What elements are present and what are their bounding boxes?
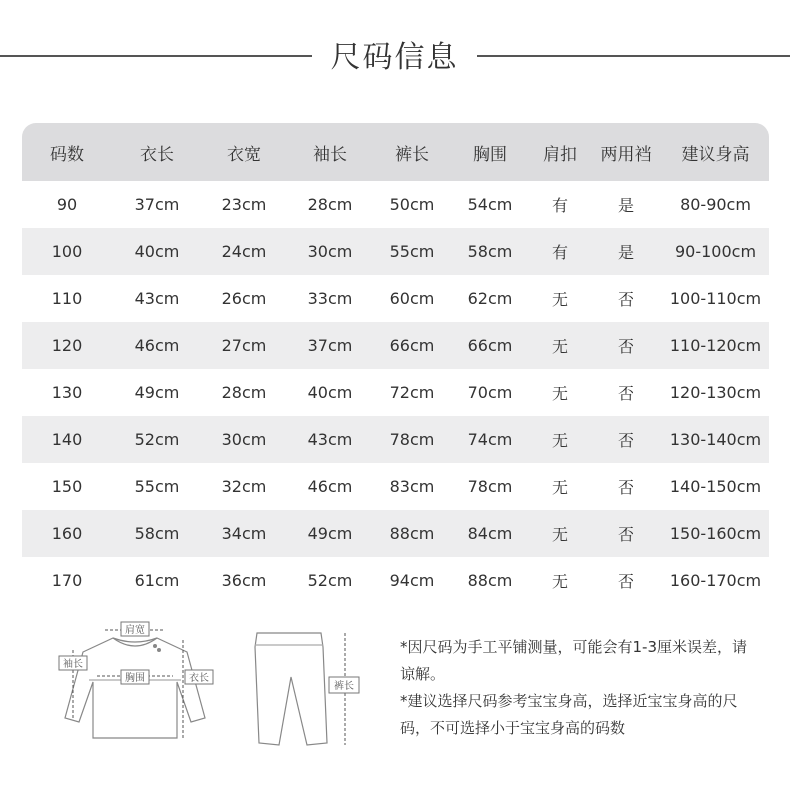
cell-chest: 66cm [467,336,513,355]
cell-width: 24cm [221,242,267,261]
cell-height: 160-170cm [669,571,762,590]
cell-chest: 62cm [467,289,513,308]
header-height: 建议身高 [681,144,750,165]
table-row [22,416,769,463]
cell-size: 120 [51,336,83,355]
cell-width: 32cm [221,477,267,496]
cell-height: 130-140cm [669,430,762,449]
cell-pants-length: 66cm [389,336,435,355]
cell-shoulder-button: 无 [551,384,568,403]
shoulder-label: 肩宽 [125,625,145,636]
cell-length: 49cm [134,383,180,402]
table-row [22,510,769,557]
cell-length: 55cm [134,477,180,496]
cell-height: 110-120cm [669,336,762,355]
shirt-diagram [55,620,215,750]
shirt-outline [65,638,205,738]
chest-label: 胸围 [125,673,145,684]
cell-length: 37cm [134,195,180,214]
cell-pants-length: 78cm [389,430,435,449]
cell-sleeve: 30cm [307,242,353,261]
cell-sleeve: 46cm [307,477,353,496]
cell-height: 120-130cm [669,383,762,402]
cell-length: 43cm [134,289,180,308]
cell-shoulder-button: 无 [551,431,568,450]
table-row [22,463,769,510]
cell-pants-length: 94cm [389,571,435,590]
cell-height: 150-160cm [669,524,762,543]
cell-size: 110 [51,289,83,308]
header-chest: 胸围 [473,144,507,165]
cell-size: 90 [56,195,78,214]
cell-width: 34cm [221,524,267,543]
header-sleeve: 袖长 [313,144,347,165]
cell-dual-crotch: 是 [617,243,634,262]
cell-pants-length: 88cm [389,524,435,543]
cell-pants-length: 60cm [389,289,435,308]
cell-width: 36cm [221,571,267,590]
length-label: 衣长 [189,673,209,684]
cell-dual-crotch: 否 [617,431,634,450]
cell-shoulder-button: 无 [551,525,568,544]
cell-shoulder-button: 有 [551,243,568,262]
header-length: 衣长 [140,144,174,165]
table-row [22,275,769,322]
cell-dual-crotch: 否 [617,572,634,591]
note-measurement: *因尺码为手工平铺测量，可能会有1-3厘米误差，请谅解。 [400,638,748,683]
cell-length: 61cm [134,571,180,590]
cell-shoulder-button: 无 [551,290,568,309]
sleeve-label: 袖长 [63,659,83,670]
header-size: 码数 [50,144,84,165]
cell-pants-length: 55cm [389,242,435,261]
cell-chest: 78cm [467,477,513,496]
cell-length: 40cm [134,242,180,261]
title-divider-right [477,55,790,57]
cell-chest: 74cm [467,430,513,449]
cell-length: 46cm [134,336,180,355]
title-divider-left [0,55,312,57]
table-header [22,123,769,181]
cell-height: 90-100cm [674,242,757,261]
cell-width: 27cm [221,336,267,355]
size-table [22,123,769,604]
cell-size: 100 [51,242,83,261]
cell-length: 52cm [134,430,180,449]
cell-pants-length: 50cm [389,195,435,214]
cell-width: 23cm [221,195,267,214]
cell-shoulder-button: 有 [551,196,568,215]
cell-size: 140 [51,430,83,449]
pants-length-label: 裤长 [334,681,354,692]
page-title: 尺码信息 [330,40,459,75]
cell-height: 140-150cm [669,477,762,496]
cell-size: 130 [51,383,83,402]
header-dual-crotch: 两用裆 [600,144,652,165]
cell-height: 80-90cm [680,195,751,214]
cell-pants-length: 83cm [389,477,435,496]
cell-sleeve: 37cm [307,336,353,355]
cell-dual-crotch: 否 [617,290,634,309]
header-pants-length: 裤长 [395,144,429,165]
cell-chest: 88cm [467,571,513,590]
table-row [22,322,769,369]
table-row [22,228,769,275]
cell-sleeve: 49cm [307,524,353,543]
table-row [22,369,769,416]
cell-chest: 84cm [467,524,513,543]
title-row [0,30,790,80]
pants-outline [255,633,327,745]
cell-dual-crotch: 否 [617,478,634,497]
cell-sleeve: 52cm [307,571,353,590]
cell-height: 100-110cm [669,289,762,308]
cell-length: 58cm [134,524,180,543]
cell-width: 30cm [221,430,267,449]
cell-dual-crotch: 否 [617,384,634,403]
cell-chest: 58cm [467,242,513,261]
cell-size: 170 [51,571,83,590]
cell-chest: 70cm [467,383,513,402]
cell-sleeve: 28cm [307,195,353,214]
cell-width: 28cm [221,383,267,402]
pants-diagram [245,625,365,750]
cell-sleeve: 40cm [307,383,353,402]
cell-sleeve: 33cm [307,289,353,308]
cell-shoulder-button: 无 [551,572,568,591]
size-notes [400,634,750,742]
cell-sleeve: 43cm [307,430,353,449]
cell-chest: 54cm [467,195,513,214]
cell-pants-length: 72cm [389,383,435,402]
cell-dual-crotch: 否 [617,525,634,544]
header-width: 衣宽 [227,144,261,165]
cell-dual-crotch: 否 [617,337,634,356]
note-recommendation: *建议选择尺码参考宝宝身高，选择近宝宝身高的尺码，不可选择小于宝宝身高的码数 [400,692,738,737]
cell-width: 26cm [221,289,267,308]
cell-shoulder-button: 无 [551,337,568,356]
header-shoulder-button: 肩扣 [543,144,577,165]
table-row [22,181,769,228]
cell-size: 160 [51,524,83,543]
cell-size: 150 [51,477,83,496]
cell-dual-crotch: 是 [617,196,634,215]
table-row [22,557,769,604]
cell-shoulder-button: 无 [551,478,568,497]
